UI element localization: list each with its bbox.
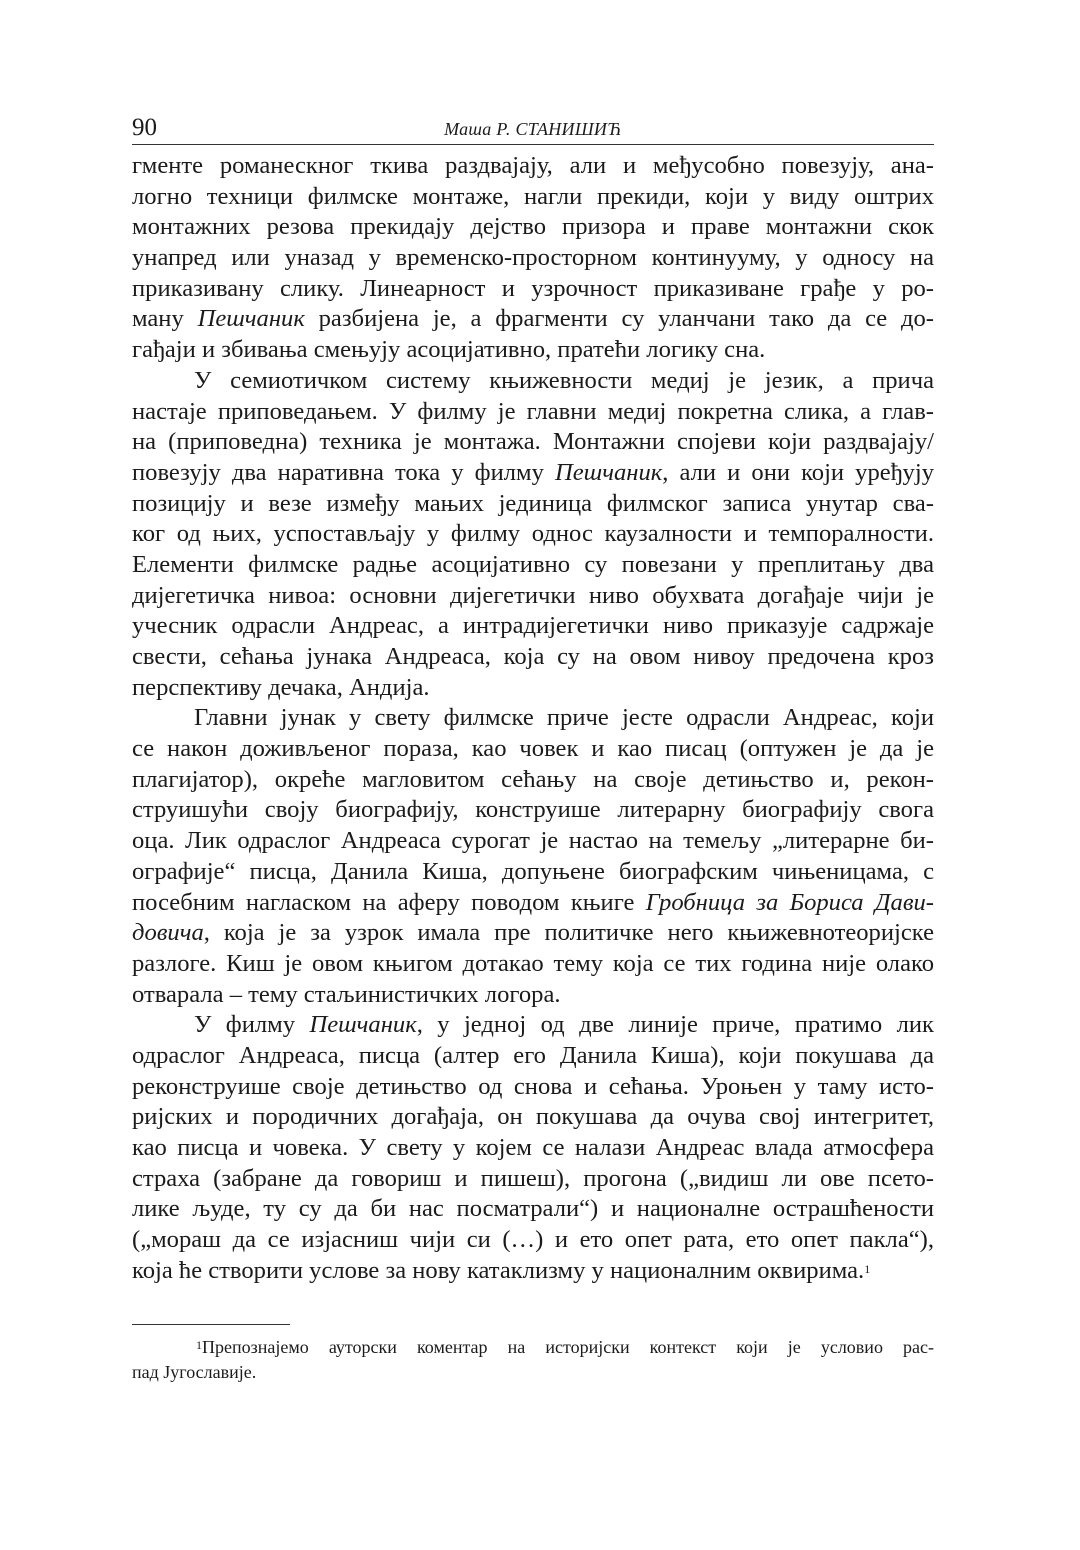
text-line: ријских и породичних догађаја, он покушава да очува свој интегритет, (132, 1103, 934, 1131)
text-line: струишући своју биографију, конструише литерарну биографију свога (132, 796, 934, 824)
text-line: која ће створити услове за нову катаклизму у националним оквирима.$^1$ (132, 1256, 871, 1284)
book-page (132, 112, 934, 1385)
text-line: лике људе, ту су да би нас посматрали“) и националне острашћености (132, 1195, 934, 1223)
text-line: посебним нагласком на аферу поводом књиге Гробница за Бориса Дави- (132, 888, 934, 916)
text-line: настаје приповедањем. У филму је главни медиј покретна слика, а глав- (132, 397, 934, 425)
text-line: гменте романескног ткива раздвајају, али и међусобно повезују, ана- (132, 152, 934, 179)
text-line: разлоге. Киш је овом књигом дотакао тему која се тих година није олако (132, 949, 934, 977)
text-line: ографије“ писца, Данила Киша, допуњене биографским чињеницама, с (132, 857, 934, 885)
footnote-text: Препознајемо ауторски коментар на историјски контекст који је условио рас- (202, 1337, 934, 1358)
footnote-line (132, 1335, 934, 1360)
footnote-number: 1 (196, 1338, 202, 1353)
text-line: учесник одрасли Андреас, а интрадијегетички ниво приказује садржаје (132, 612, 934, 640)
text-line: оца. Лик одраслог Андреаса сурогат је настао на темељу „литерарне би- (132, 827, 934, 855)
footnote (132, 1335, 934, 1385)
text-line: унапред или уназад у временско-просторном континууму, у односу на (132, 244, 934, 272)
text-line: плагијатор), окреће магловитом сећању на своје детињство и, рекон- (132, 765, 934, 793)
text-line: на (приповедна) техника је монтажа. Монтажни спојеви који раздвајају/ (132, 428, 934, 456)
text-line: Главни јунак у свету филмске приче јесте одрасли Андреас, који (194, 704, 934, 732)
text-line: се након доживљеног пораза, као човек и као писац (оптужен је да је (132, 735, 934, 763)
text-line: приказивану слику. Линеарност и узрочност приказиване грађе у ро- (132, 274, 934, 302)
footnote-reference[interactable]: 1 (864, 1261, 871, 1276)
text-line: логно техници филмске монтаже, нагли прекиди, који у виду оштрих (132, 182, 934, 210)
text-line: У семиотичком систему књижевности медиј је језик, а прича (194, 366, 934, 394)
page-header (132, 112, 934, 145)
text-line: монтажних резова прекидају дејство призора и праве монтажни скок (132, 213, 934, 241)
text-line: отварала – тему стаљинистичких логора. (132, 980, 561, 1008)
text-line: гађаји и збивања смењују асоцијативно, пратећи логику сна. (132, 336, 766, 364)
footnote-rule (132, 1324, 290, 1325)
text-line: реконструише своје детињство од снова и сећања. Уроњен у таму исто- (132, 1072, 934, 1100)
text-line: позицију и везе између мањих јединица филмског записа унутар сва- (132, 489, 934, 517)
text-line: одраслог Андреаса, писца (алтер его Данила Киша), који покушава да (132, 1041, 934, 1069)
text-line: перспективу дечака, Андија. (132, 673, 430, 701)
page-number: 90 (132, 114, 157, 141)
text-line: („мораш да се изјасниш чији си (…) и ето опет рата, ето опет пакла“), (132, 1226, 934, 1254)
text-line: као писца и човека. У свету у којем се налази Андреас влада атмосфера (132, 1134, 934, 1161)
body-text (132, 151, 934, 1286)
text-line: ког од њих, успостављају у филму однос каузалности и темпоралности. (132, 520, 934, 548)
text-line: свести, сећања јунака Андреаса, која су на овом нивоу предочена кроз (132, 643, 934, 670)
text-line: дијегетичка нивоа: основни дијегетички ниво обухвата догађаје чији је (132, 581, 934, 609)
running-head: Маша Р. СТАНИШИЋ (444, 119, 622, 139)
footnote-line: пад Југославије. (132, 1362, 257, 1383)
text-line: Елементи филмске радње асоцијативно су повезани у преплитању два (132, 550, 934, 578)
text-line: повезују два наративна тока у филму Пешчаник, али и они који уређују (132, 458, 934, 486)
text-line: страха (забране да говориш и пишеш), прогона („видиш ли ове псето- (132, 1164, 934, 1192)
text-line: довича, која је за узрок имала пре политичке него књижевнотеоријске (132, 919, 934, 947)
text-line: ману Пешчаник разбијена је, а фрагменти су уланчани тако да се до- (132, 305, 934, 333)
text-line: У филму Пешчаник, у једној од две линије приче, пратимо лик (194, 1011, 934, 1039)
